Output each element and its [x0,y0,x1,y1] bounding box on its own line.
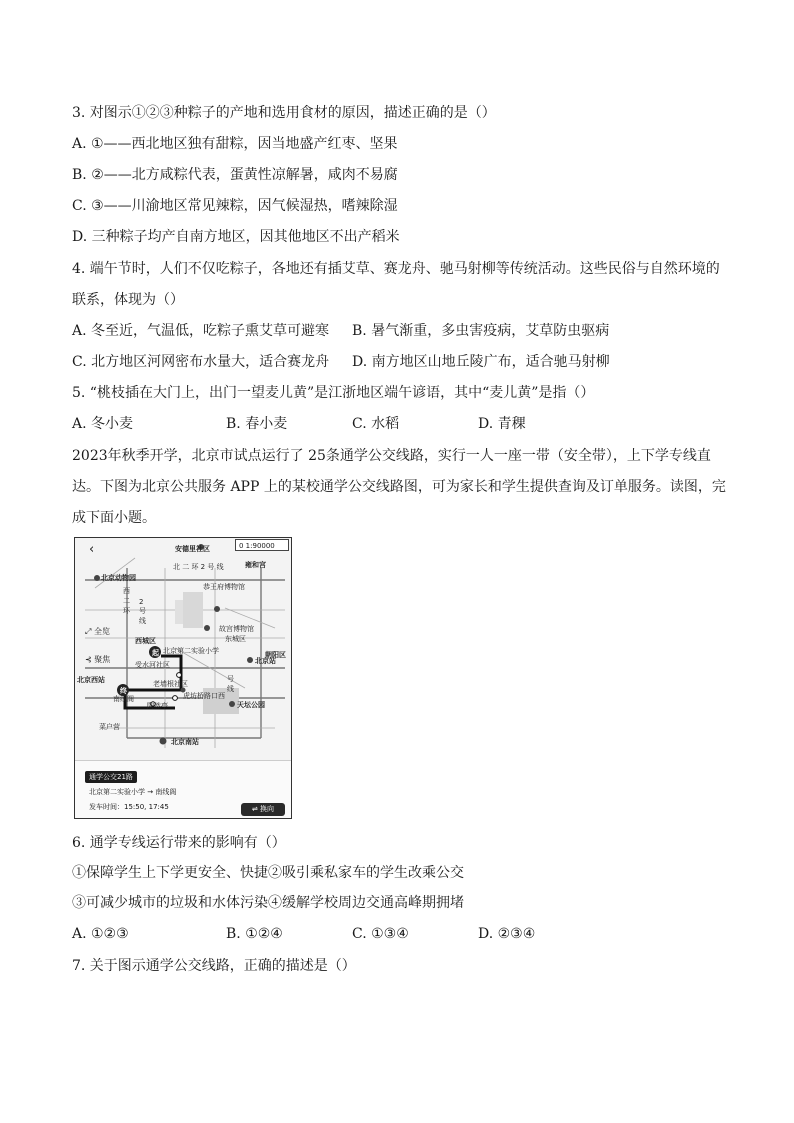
label-school: 北京第二实验小学 [163,647,219,655]
q4-stem-line2: 联系，体现为（） [72,292,184,308]
label-nanxiange: 南线阁 [113,695,134,703]
q4-option-c: C. 北方地区河网密布水量大，适合赛龙舟 [72,354,330,370]
label-yonghegong: 雍和宫 [245,561,266,569]
q4-option-b: B. 暑气渐重，多虫害疫病，艾草防虫驱病 [352,323,610,339]
q5-option-c: C. 水稻 [352,416,400,432]
q5-option-b: B. 春小麦 [226,416,288,432]
q6-option-c: C. ①③④ [352,926,409,942]
label-taoranting: 陶然亭 [147,702,168,710]
intro-line2: 达。下图为北京公共服务 APP 上的某校通学公交线路图，可为家长和学生提供查询及订单服务。读图，完 [72,479,726,495]
label-andeli: 安德里社区 [175,545,210,553]
label-line-num: 号线 [227,675,234,693]
label-zoo: 北京动物园 [101,574,136,582]
quanlan-label: 全览 [93,627,110,636]
q6-option-b: B. ①②④ [226,926,283,942]
label-laoqiang: 老墙根社区 [153,680,188,688]
q6-item-line2: ③可减少城市的垃圾和水体污染④缓解学校周边交通高峰期拥堵 [72,895,464,911]
jujiao-label: 聚焦 [94,655,111,664]
label-gugong: 故宫博物馆 [219,625,254,633]
q6-option-a: A. ①②③ [72,926,129,942]
route-map-figure [74,537,292,819]
swap-direction-button[interactable]: ⇌ 换向 [241,803,285,816]
label-caihukou: 菜户营 [99,723,120,731]
label-gongwangfu: 恭王府博物馆 [203,583,245,591]
route-to: 南线阁 [155,788,177,796]
end-badge: 终 [120,687,127,695]
expand-icon: ⤢ [85,627,94,636]
quanlan-button[interactable] [85,626,110,637]
q3-option-b: B. ②——北方咸粽代表，蛋黄性凉解暑，咸肉不易腐 [72,167,398,183]
q6-stem: 6. 通学专线运行带来的影响有（） [72,835,286,851]
q4-option-a: A. 冬至近，气温低，吃粽子熏艾草可避寒 [72,323,330,339]
label-tiantan: 天坛公园 [237,701,265,709]
q7-stem: 7. 关于图示通学公交线路，正确的描述是（） [72,958,356,974]
q3-option-c: C. ③——川渝地区常见辣粽，因气候湿热，嗜辣除湿 [72,198,398,214]
q3-option-a: A. ①——西北地区独有甜粽，因当地盛产红枣、坚果 [72,136,398,152]
q3-stem: 3. 对图示①②③种粽子的产地和选用食材的原因，描述正确的是（） [72,105,496,121]
label-hufang: 虎坊桥路口西 [183,692,225,700]
label-ring2: 北 二 环 2 号 线 [173,563,224,571]
map-scale: 0 1:90000 [235,539,289,551]
route-arrow-icon: → [147,788,154,796]
q5-option-d: D. 青稞 [478,416,526,432]
label-xi-er-huan: 西二环 [123,587,130,615]
q3-option-d: D. 三种粽子均产自南方地区，因其他地区不出产稻米 [72,229,400,245]
label-xicheng: 西城区 [135,637,156,645]
intro-line1: 2023年秋季开学，北京市试点运行了 25条通学公交线路，实行一人一座一带（安全带），上下学专线直 [72,448,711,464]
label-chaoyang: 朝阳区 [265,651,286,659]
q4-stem-line1: 4. 端午节时，人们不仅吃粽子，各地还有插艾草、赛龙舟、驰马射柳等传统活动。这些民俗与自然环境的 [72,261,720,277]
label-bj-station: 北京站 [255,657,276,665]
label-bj-west: 北京西站 [77,676,105,684]
q4-option-d: D. 南方地区山地丘陵广布，适合驰马射柳 [352,354,610,370]
route-info-panel [75,760,291,819]
depart-time: 发车时间：15:50, 17:45 [89,803,169,811]
q6-option-d: D. ②③④ [478,926,536,942]
route-name-tag: 通学公交21路 [85,771,137,783]
label-shoushui: 受水河社区 [135,661,170,669]
q5-option-a: A. 冬小麦 [72,416,134,432]
label-line2-vertical: 2号线 [139,598,146,625]
start-badge: 起 [152,649,159,657]
back-icon[interactable]: ‹ [89,542,95,557]
q5-stem: 5. “桃枝插在大门上，出门一望麦儿黄”是江浙地区端午谚语，其中“麦儿黄”是指（） [72,385,595,401]
focus-icon: ⊰ [85,655,95,664]
q6-item-line1: ①保障学生上下学更安全、快捷②吸引乘私家车的学生改乘公交 [72,865,464,881]
label-dongcheng: 东城区 [225,635,246,643]
route-from: 北京第二实验小学 [89,788,145,796]
jujiao-button[interactable] [85,654,110,665]
label-bj-south: 北京南站 [171,738,199,746]
intro-line3: 成下面小题。 [72,510,156,526]
route-direction [89,787,176,797]
